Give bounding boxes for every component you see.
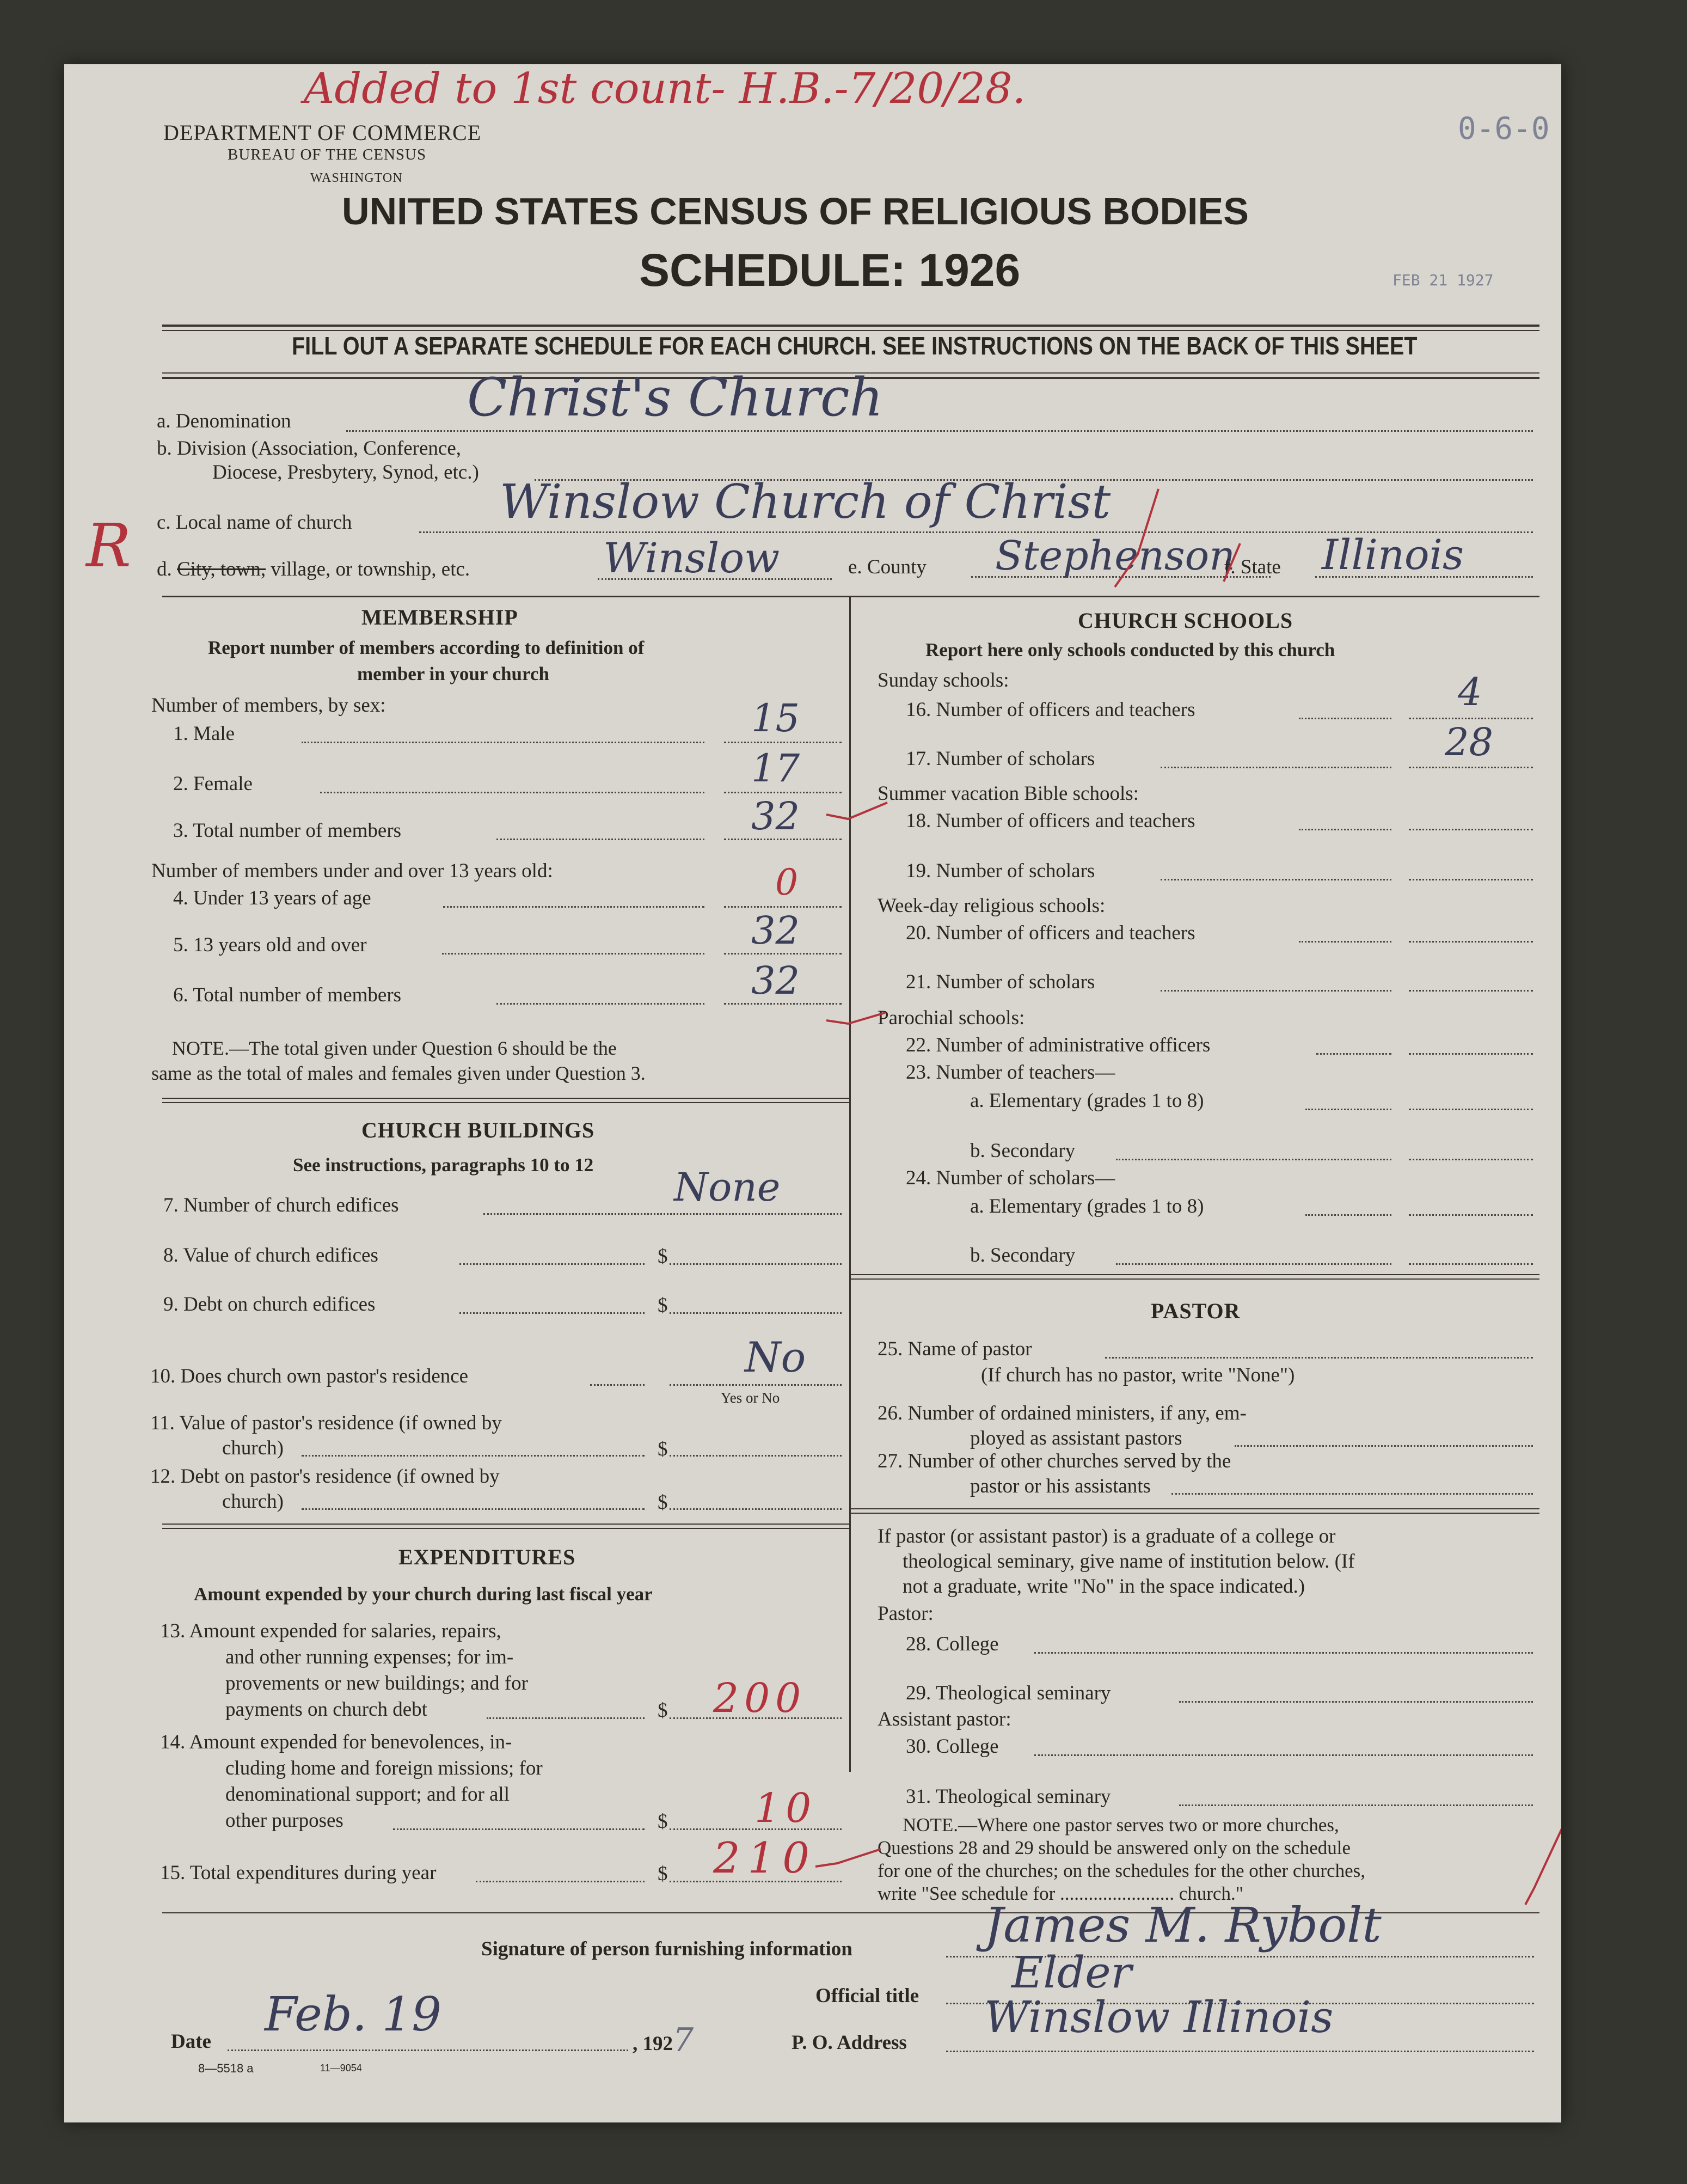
sunday-scholars-value[interactable]: 28 (1445, 720, 1494, 764)
signature-label: Signature of person furnishing information (481, 1938, 852, 1960)
schools-instruction: Report here only schools conducted by this church (925, 639, 1335, 660)
graduate-note-3: not a graduate, write "No" in the space indicated.) (903, 1575, 1305, 1598)
form-number: 8—5518 a (198, 2061, 254, 2075)
pastor-note-2: Questions 28 and 29 should be answered only on the schedule (878, 1837, 1351, 1858)
print-number: 11—9054 (320, 2063, 362, 2073)
city-value[interactable]: Winslow (603, 534, 780, 582)
yes-or-no-hint: Yes or No (721, 1390, 780, 1406)
denomination-value[interactable]: Christ's Church (467, 367, 884, 428)
form-subtitle: SCHEDULE: 1926 (639, 244, 1021, 296)
red-check-marks (64, 64, 1561, 2122)
sunday-scholars-label: 17. Number of scholars (906, 748, 1095, 770)
age-group-label: Number of members under and over 13 years old: (151, 860, 553, 882)
division-label: b. Division (Association, Conference, (157, 437, 461, 460)
scholars-secondary-label: b. Secondary (970, 1244, 1076, 1267)
admin-officers-label: 22. Number of administrative officers (906, 1034, 1211, 1056)
owns-residence-label: 10. Does church own pastor's residence (150, 1365, 469, 1387)
pastor-note-4: write "See schedule for ........................ church." (878, 1883, 1244, 1904)
membership-note-2: same as the total of males and females given under Question 3. (151, 1062, 646, 1084)
pastor-seminary-label: 29. Theological seminary (906, 1682, 1111, 1704)
file-code-stamp: 0-6-0 (1458, 111, 1550, 146)
summer-schools-label: Summer vacation Bible schools: (878, 782, 1139, 805)
teachers-secondary-label: b. Secondary (970, 1140, 1076, 1162)
local-name-label: c. Local name of church (157, 511, 352, 534)
local-name-value[interactable]: Winslow Church of Christ (500, 475, 1111, 529)
county-value[interactable]: Stephenson (995, 533, 1235, 579)
pastor-college-label: 28. College (906, 1633, 999, 1655)
pastor-name-label: 25. Name of pastor (878, 1338, 1032, 1360)
graduate-note-2: theological seminary, give name of institution below. (If (903, 1550, 1355, 1573)
residence-debt-label: 12. Debt on pastor's residence (if owned by (150, 1465, 500, 1488)
assistant-pastor-label: Assistant pastor: (878, 1708, 1011, 1730)
total-members-label: 3. Total number of members (173, 819, 402, 842)
form-title: UNITED STATES CENSUS OF RELIGIOUS BODIES (342, 190, 1249, 233)
received-date-stamp: FEB 21 1927 (1392, 271, 1494, 289)
running-expenses-value[interactable]: 200 (713, 1675, 807, 1722)
year-prefix: , 192 (633, 2033, 673, 2055)
summer-scholars-label: 19. Number of scholars (906, 860, 1095, 882)
weekday-officers-label: 20. Number of officers and teachers (906, 922, 1195, 944)
total-expenditures-label: 15. Total expenditures during year (160, 1862, 437, 1884)
po-address-label: P. O. Address (792, 2032, 907, 2054)
sunday-schools-label: Sunday schools: (878, 669, 1009, 692)
other-churches-label: 27. Number of other churches served by the (878, 1450, 1231, 1472)
male-label: 1. Male (173, 723, 235, 745)
running-expenses-label: 13. Amount expended for salaries, repairs, (160, 1620, 501, 1642)
state-label: f. State (1224, 556, 1281, 578)
total-members-6-label: 6. Total number of members (173, 984, 402, 1006)
expenditures-instruction: Amount expended by your church during last fiscal year (194, 1583, 653, 1605)
buildings-instruction: See instructions, paragraphs 10 to 12 (293, 1154, 594, 1176)
division-label-cont: Diocese, Presbytery, Synod, etc.) (212, 461, 479, 484)
schools-heading: CHURCH SCHOOLS (1078, 608, 1293, 633)
county-label: e. County (848, 556, 927, 578)
ordained-ministers-label: 26. Number of ordained ministers, if any, em- (878, 1402, 1247, 1424)
buildings-heading: CHURCH BUILDINGS (361, 1118, 595, 1142)
edifices-count-label: 7. Number of church edifices (163, 1194, 399, 1216)
female-value[interactable]: 17 (751, 746, 800, 791)
weekday-schools-label: Week-day religious schools: (878, 895, 1106, 917)
membership-note-1: NOTE.—The total given under Question 6 should be the (172, 1037, 617, 1059)
form-instruction: FILL OUT A SEPARATE SCHEDULE FOR EACH CHURCH. SEE INSTRUCTIONS ON THE BACK OF THIS SHEET (292, 332, 1418, 360)
summer-officers-label: 18. Number of officers and teachers (906, 810, 1195, 832)
edifices-count-value[interactable]: None (674, 1164, 781, 1210)
expenditures-heading: EXPENDITURES (398, 1545, 576, 1569)
city-label: d. City, town, village, or township, etc. (157, 558, 470, 580)
pastor-sub-label: Pastor: (878, 1602, 934, 1625)
department-name: DEPARTMENT OF COMMERCE (163, 120, 482, 145)
sunday-officers-label: 16. Number of officers and teachers (906, 699, 1195, 721)
bureau-name: BUREAU OF THE CENSUS (228, 146, 427, 163)
count-annotation: Added to 1st count- H.B.-7/20/28. (304, 64, 1026, 113)
assistant-college-label: 30. College (906, 1735, 999, 1758)
census-schedule-sheet: Added to 1st count- H.B.-7/20/28. 0-6-0 FEB 21 1927 DEPARTMENT OF COMMERCE BUREAU OF THE CENSUS WASHINGTON UNITED STATES CENSUS OF RELIGIOUS BODIES SCHEDULE: 1926 FILL OUT A SEPARATE SCHEDULE FOR EACH CHURCH. SEE INSTRUCTIONS ON THE BACK OF THIS SHEET a. Denomination Christ's Church b. Division (Association, Conference, Diocese, Presbytery, Synod, etc.) c. Local name of church Winslow Church of Christ R d. City, town, village, or township, etc. Winslow e. County Stephenson f. State Illinois MEMBERSHIP Report number of members according to definition of member in your church Number of members, by sex: 1. Male 15 2. Female 17 3. Total number of members 32 Number of members under and over 13 years old: 4. Under 13 years of age 0 5. 13 years old and over 32 6. Total number of members 32 NOTE.—The total given under Question 6 should be the same as the total of males and females given under Question 3. CHURCH BUILDINGS See instructions, paragraphs 10 to 12 7. Number of church edifices None 8. Value of church edifices $ 9. Debt on church edifices $ 10. Does church own pastor's residence No Yes or No 11. Value of pastor's residence (if owned by church) $ 12. Debt on pastor's residence (if owned by church) $ EXPENDITURES Amount expended by your church during last fiscal year 13. Amount expended for salaries, repairs, and other running expenses; for im- provements or new buildings; and for payments on church debt $ 200 14. Amount expended for benevolences, in- cluding home and foreign missions; for denominational support; and for all other purposes $ 10 15. Total expenditures during year $ 210 CHURCH SCHOOLS Report here only schools conducted by this church Sunday schools: 16. Number of officers and teachers 4 17. Number of scholars 28 Summer vacation Bible schools: 18. Number of officers and teachers 19. Number of scholars Week-day religious schools: 20. Number of officers and teachers 21. Number of scholars Parochial schools: 22. Number of administrative officers 23. Number of teachers— a. Elementary (grades 1 to 8) b. Secondary 24. Number of scholars— a. Elementary (grades 1 to 8) b. Secondary PASTOR 25. Name of pastor (If church has no pastor, write "None") 26. Number of ordained ministers, if any, em- ployed as assistant pastors 27. Number of other churches served by the pastor or his assistants If pastor (or assistant pastor) is a graduate of a college or theological seminary, give name of institution below. (If not a graduate, write "No" in the space indicated.) Pastor: 28. College 29. Theological seminary Assistant pastor: 30. College 31. Theological seminary NOTE.—Where one pastor serves two or more churches, Questions 28 and 29 should be answered only on the schedule for one of the churches; on the schedules for the other churches, write "See schedule for ........................ church." Signature of person furnishing information James M. Rybolt Official title Elder Date Feb. 19 , 192 7 P. O. Address Winslow Illinois 8—5518 a 11—9054 (64, 64, 1561, 2122)
official-title-value[interactable]: Elder (1011, 1947, 1132, 1998)
edifices-debt-label: 9. Debt on church edifices (163, 1293, 376, 1316)
pastor-note-1: NOTE.—Where one pastor serves two or more churches, (903, 1814, 1339, 1836)
pastor-note-3: for one of the churches; on the schedules for the other churches, (878, 1860, 1366, 1881)
official-title-label: Official title (815, 1985, 919, 2007)
sunday-officers-value[interactable]: 4 (1458, 670, 1482, 714)
membership-heading: MEMBERSHIP (361, 605, 518, 629)
pastor-heading: PASTOR (1151, 1299, 1241, 1323)
owns-residence-value[interactable]: No (745, 1333, 806, 1381)
signature-value[interactable]: James M. Rybolt (984, 1897, 1382, 1953)
bureau-city: WASHINGTON (310, 171, 403, 185)
parochial-schools-label: Parochial schools: (878, 1007, 1025, 1029)
date-value[interactable]: Feb. 19 (265, 1987, 442, 2042)
pastor-name-hint: (If church has no pastor, write "None") (981, 1364, 1295, 1386)
denomination-label: a. Denomination (157, 410, 291, 432)
year-suffix[interactable]: 7 (673, 2021, 694, 2059)
under-13-value[interactable]: 0 (775, 861, 798, 903)
benevolences-label: 14. Amount expended for benevolences, in- (160, 1731, 512, 1753)
male-value[interactable]: 15 (751, 696, 800, 741)
membership-instruction-1: Report number of members according to definition of (208, 637, 645, 658)
benevolences-value[interactable]: 10 (754, 1785, 817, 1832)
scholars-elementary-label: a. Elementary (grades 1 to 8) (970, 1195, 1204, 1218)
female-label: 2. Female (173, 773, 253, 795)
total-expenditures-value[interactable]: 210 (713, 1834, 817, 1883)
state-value[interactable]: Illinois (1322, 530, 1464, 579)
residence-value-label: 11. Value of pastor's residence (if owned by (150, 1412, 502, 1434)
date-label: Date (171, 2030, 211, 2053)
po-address-value[interactable]: Winslow Illinois (984, 1992, 1334, 2042)
assistant-seminary-label: 31. Theological seminary (906, 1785, 1111, 1808)
over-13-value[interactable]: 32 (751, 908, 800, 953)
scholars-label: 24. Number of scholars— (906, 1167, 1115, 1189)
total-members-value[interactable]: 32 (751, 794, 800, 839)
over-13-label: 5. 13 years old and over (173, 934, 367, 956)
teachers-label: 23. Number of teachers— (906, 1061, 1115, 1084)
members-by-sex-label: Number of members, by sex: (151, 694, 386, 717)
edifices-value-label: 8. Value of church edifices (163, 1244, 378, 1267)
teachers-elementary-label: a. Elementary (grades 1 to 8) (970, 1090, 1204, 1112)
margin-mark-r: R (86, 511, 131, 580)
graduate-note-1: If pastor (or assistant pastor) is a graduate of a college or (878, 1525, 1336, 1547)
under-13-label: 4. Under 13 years of age (173, 887, 371, 909)
weekday-scholars-label: 21. Number of scholars (906, 971, 1095, 993)
membership-instruction-2: member in your church (357, 663, 549, 684)
total-members-6-value[interactable]: 32 (751, 958, 800, 1003)
